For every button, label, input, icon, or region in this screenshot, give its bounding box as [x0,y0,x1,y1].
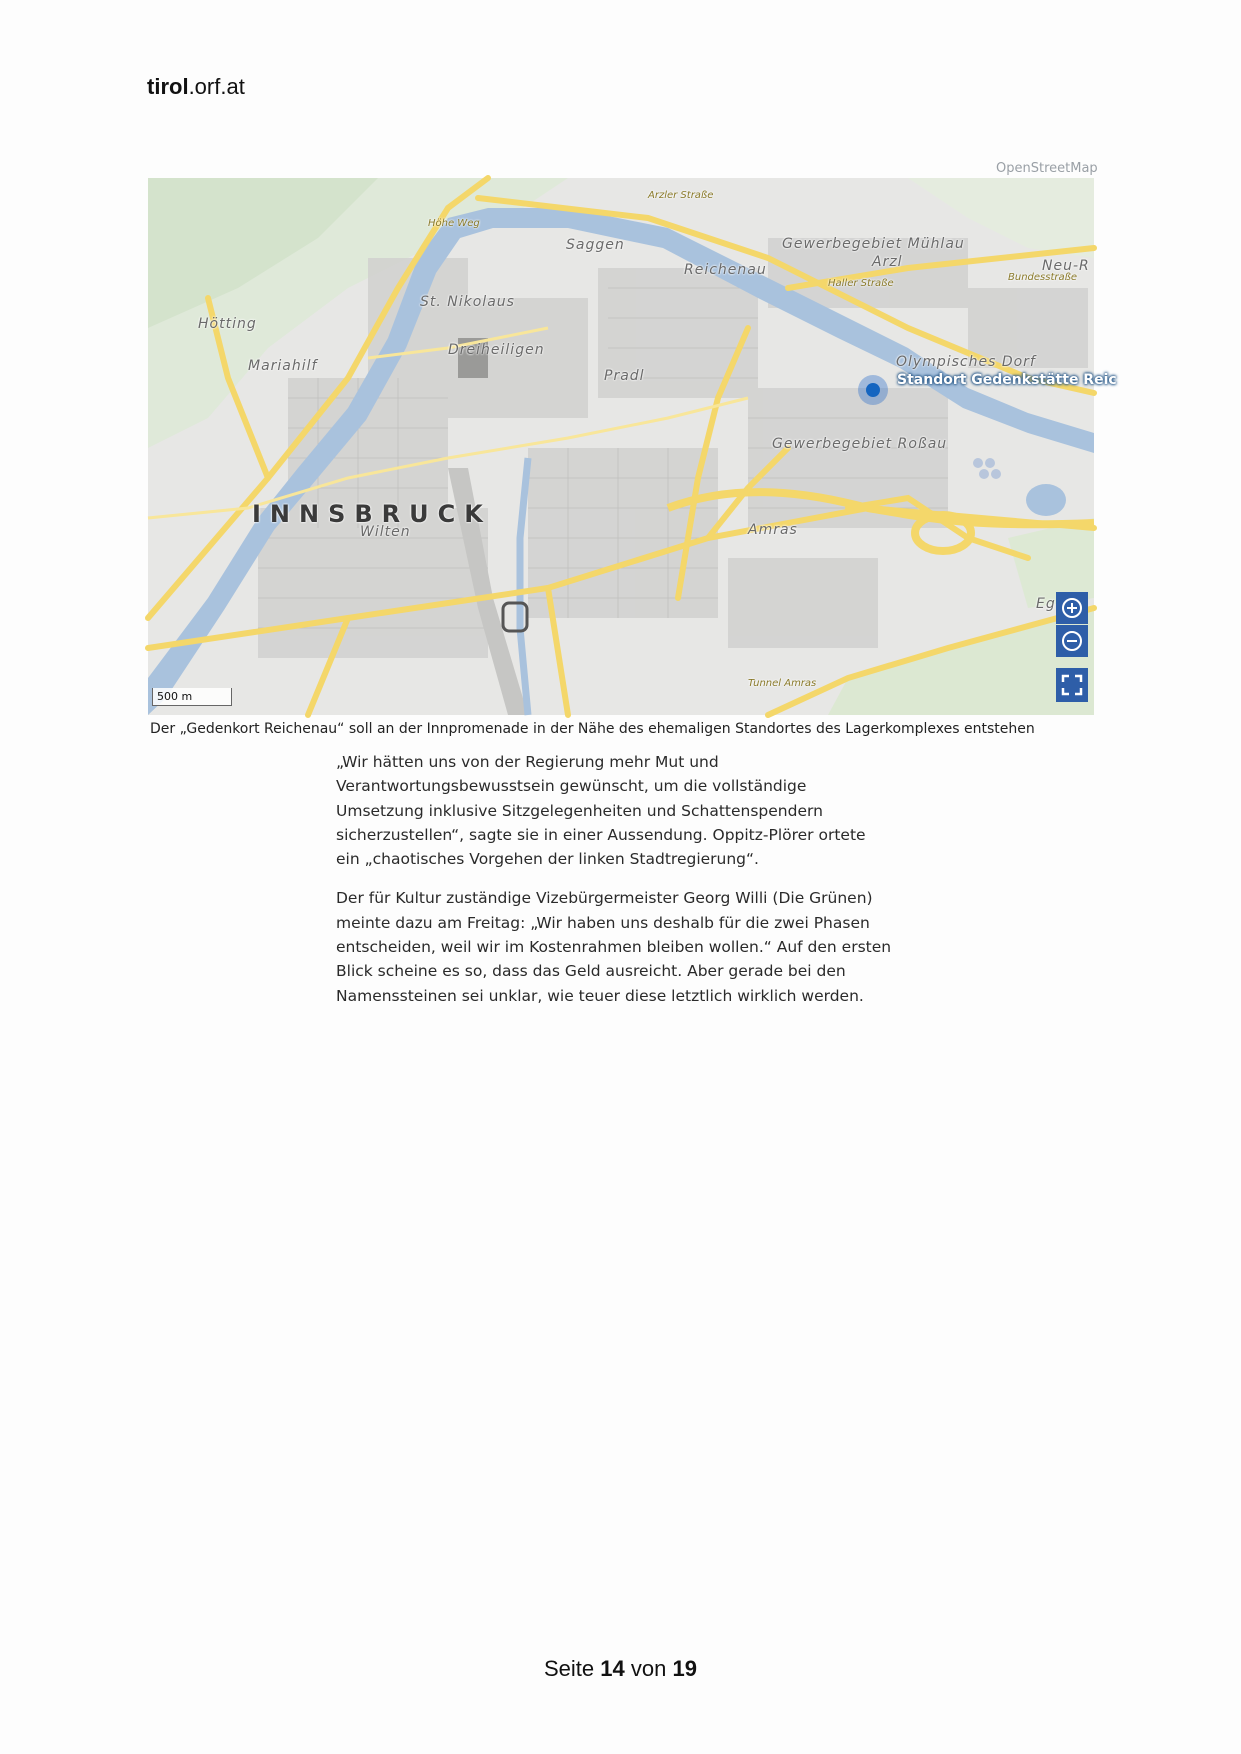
site-name-bold: tirol [147,74,189,99]
map-attribution[interactable]: OpenStreetMap [996,161,1098,176]
map-label-neu-rum: Neu-R [1042,258,1090,274]
road-label-haller-strasse: Haller Straße [828,278,894,289]
zoom-in-button[interactable] [1056,592,1088,624]
text-line: Blick scheine es so, dass das Geld ausreicht. Aber gerade bei den [336,962,846,981]
text-line: ein „chaotisches Vorgehen der linken Stadtregierung“. [336,850,759,869]
map-label-mariahilf: Mariahilf [248,358,318,374]
text-line: Verantwortungsbewusstsein gewünscht, um die vollständige [336,777,807,796]
minus-icon [1060,629,1084,653]
map-label-hoetting: Hötting [198,316,257,332]
article-paragraph-2 [336,886,916,1007]
road-label-hoehe-weg: Höhe Weg [428,218,480,229]
map-label-gewerbe-rossau: Gewerbegebiet Roßau [772,436,948,452]
page-of: von [630,1656,667,1681]
location-marker[interactable] [858,375,888,405]
map-base-layer [148,178,1094,715]
page-footer [0,1656,1241,1682]
map-label-egerdach: Eg [1036,596,1056,612]
text-line: „Wir hätten uns von der Regierung mehr Mut und [336,753,719,771]
text-line: Namenssteinen sei unklar, wie teuer diese letztlich wirklich werden. [336,986,864,1005]
site-name-domain: .orf.at [188,74,245,99]
map-label-reichenau: Reichenau [684,262,767,278]
road-label-bundesstrasse: Bundesstraße [1008,272,1078,283]
text-line: meinte dazu am Freitag: „Wir haben uns deshalb für die zwei Phasen [336,913,870,932]
text-line: Der für Kultur zuständige Vizebürgermeister Georg Willi (Die Grünen) [336,889,873,908]
page-prefix: Seite [544,1656,595,1681]
zoom-out-button[interactable] [1056,625,1088,657]
map-label-pradl: Pradl [604,368,645,384]
fullscreen-button[interactable] [1056,668,1088,702]
road-label-arzler-strasse: Arzler Straße [648,190,714,201]
map-label-city: INNSBRUCK [252,500,492,528]
text-line: sicherzustellen“, sagte sie in einer Aussendung. Oppitz-Plörer ortete [336,825,866,844]
map-label-st-nikolaus: St. Nikolaus [420,294,515,310]
map-label-wilten: Wilten [360,524,411,540]
map-label-saggen: Saggen [566,237,625,253]
site-header [147,74,245,100]
page-total: 19 [672,1656,697,1681]
map-label-arzl: Arzl [872,254,903,270]
plus-icon [1060,596,1084,620]
location-marker-label: Standort Gedenkstätte Reic [897,372,1117,388]
text-line: entscheiden, weil wir im Kostenrahmen bleiben wollen.“ Auf den ersten [336,938,892,957]
map-label-dreiheiligen: Dreiheiligen [448,342,545,358]
map-view[interactable] [148,178,1117,715]
map-label-olympisches-dorf: Olympisches Dorf [896,354,1036,370]
article-body [336,750,916,1023]
road-label-tunnel-amras: Tunnel Amras [748,678,817,689]
map-label-gewerbe-muehlau: Gewerbegebiet Mühlau [782,236,965,252]
article-paragraph-1 [336,750,916,871]
image-caption: Der „Gedenkort Reichenau“ soll an der Innpromenade in der Nähe des ehemaligen Standortes des Lagerkomplexes entstehen [150,721,1035,737]
map-scale-bar: 500 m [152,688,232,706]
page-number: 14 [600,1656,625,1681]
map-label-amras: Amras [748,522,798,538]
text-line: Umsetzung inklusive Sitzgelegenheiten und Schattenspendern [336,801,823,820]
fullscreen-icon [1060,673,1084,697]
